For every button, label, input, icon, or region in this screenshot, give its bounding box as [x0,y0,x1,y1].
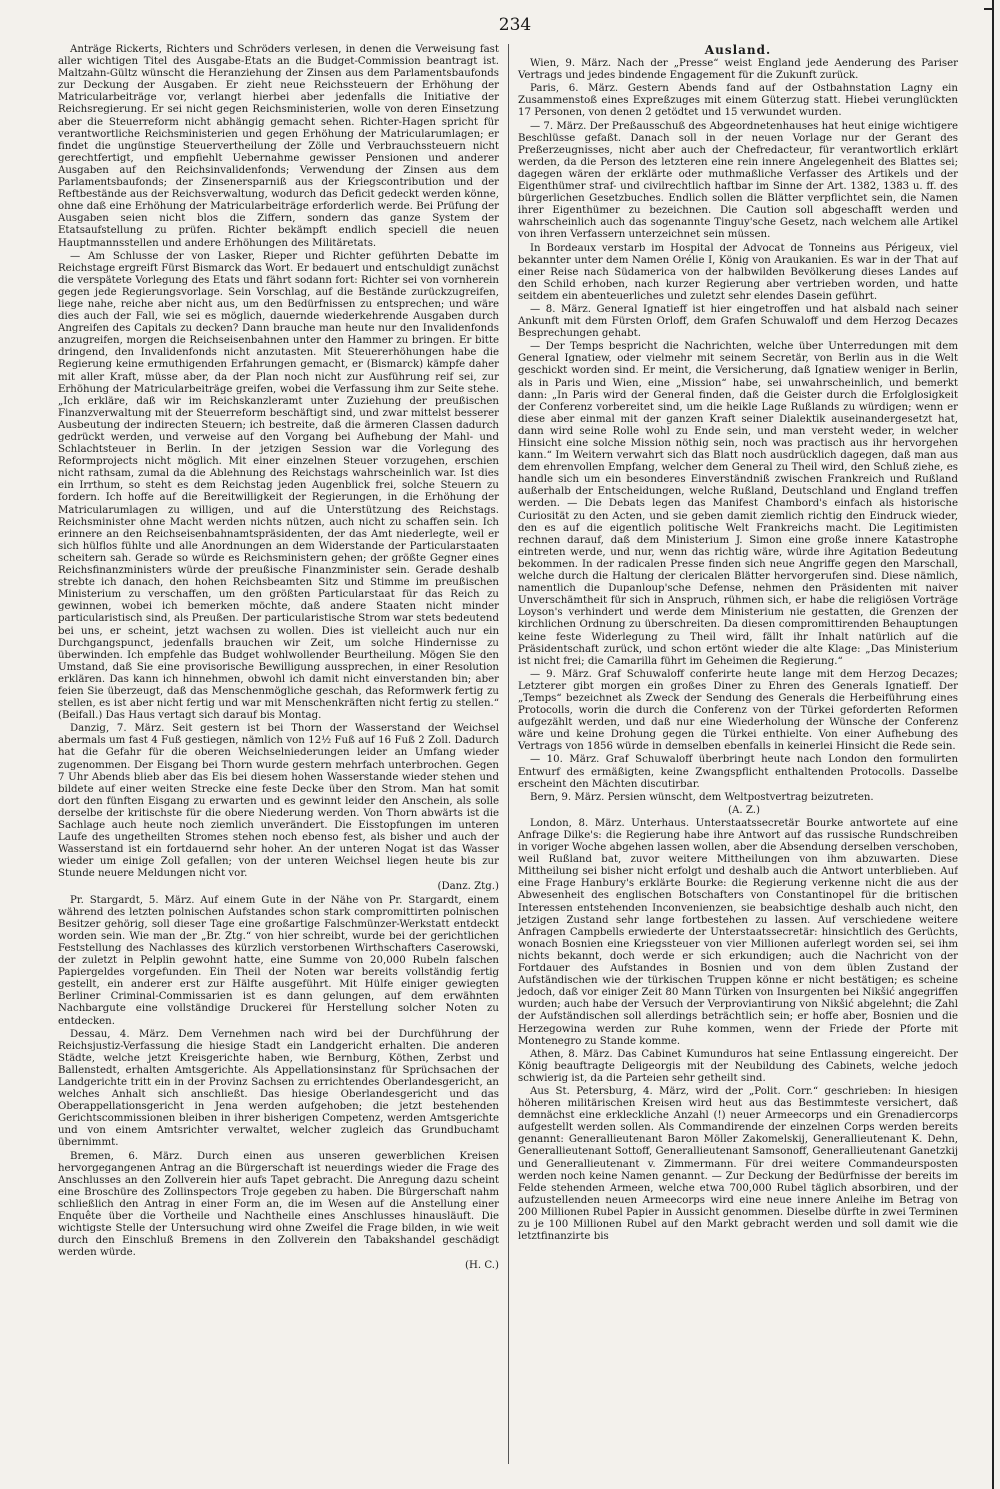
source-hc: (H. C.) [465,1260,499,1272]
right-column [508,44,958,1464]
article-paris-9: — 9. März. Graf Schuwaloff conferirte heute lange mit dem Herzog Decazes; Letzterer gibt morgen ein großes Diner zu Ehren des Generals Ignatieff. Der „Temps“ bezeichnet als Zweck der Sendung des Generals die Herbeiführung eines Protocolls, worin die durch die Conferenz von der Türkei geforderten Reformen aufgezählt werden, und daß nur eine Wiederholung der Wünsche der Conferenz wäre und keine Drohung gegen die Türkei enthielte. Von einer Aufhebung des Vertrags von 1856 würde in demselben ebenfalls in keinerlei Hinsicht die Rede sein. [518,668,958,753]
section-title-ausland: Ausland. [704,44,772,57]
article-bordeaux: In Bordeaux verstarb im Hospital der Advocat de Tonneins aus Périgeux, viel bekannter unter dem Namen Orélie I, König von Araukanien. Es war in der That auf einer Reise nach Südamerica von der halbwilden Bevölkerung dieses Landes auf den Schild erhoben, nach kurzer Regierung aber vertrieben worden, und hatte seitdem ein abenteuerliches und zuletzt sehr elendes Dasein geführt. [518,242,958,302]
left-column [58,44,508,1464]
article-paris-10: — 10. März. Graf Schuwaloff überbringt heute nach London den formulirten Entwurf des ermäßigten, keine Zwangspflicht enthaltenden Protocolls. Dasselbe erscheint den Mächten discutirbar. [518,754,958,790]
article-london: London, 8. März. Unterhaus. Unterstaatssecretär Bourke antwortete auf eine Anfrage Dilke's: die Regierung habe ihre Antwort auf das russische Rundschreiben in voriger Woche abgehen lassen wollen, aber die Absendung derselben verschoben, weil Rußland bat, zuvor weitere Mittheilungen von ihm abzuwarten. Diese Mittheilung sei bisher nicht erfolgt und deshalb auch die Antwort unterblieben. Auf eine Frage Hanbury's erklärte Bourke: die Regierung verkenne nicht die aus der Abwesenheit des englischen Botschafters von Constantinopel für die britischen Interessen entstehenden Inconvenienzen, sie beabsichtige deshalb auch nicht, den jetzigen Zustand sehr lange fortbestehen zu lassen. Auf verschiedene weitere Anfragen Campbells erwiederte der Unterstaatssecretär: hinsichtlich des Gerüchts, wonach Bosnien eine Kriegssteuer von vier Millionen auferlegt worden sei, sei ihm nichts bekannt, doch werde er sich erkundigen; auch die Nachricht von der Fortdauer des Aufstandes in Bosnien und von dem üblen Zustand der Aufständischen wie der türkischen Truppen könne er nicht bestätigen; es scheine jedoch, daß vor einiger Zeit 80 Mann Türken von Insurgenten bei Nikšić angegriffen wurden; auch habe der Versuch der Verproviantirung von Nikšić abgelehnt; die Zahl der Aufständischen soll allerdings beträchtlich sein; er hoffe aber, Bosnien und die Herzegowina werden zur Ruhe kommen, wenn der Friede der Pforte mit Montenegro zu Stande komme. [518,817,958,1047]
article-temps: — Der Temps bespricht die Nachrichten, welche über Unterredungen mit dem General Ignatiew, oder vielmehr mit seinem Secretär, von Berlin aus in die Welt geschickt worden sind. Er meint, die Versicherung, daß Ignatiew weniger in Berlin, als in Paris und Wien, eine „Mission“ habe, sei unwahrscheinlich, und bemerkt dann: „In Paris wird der General finden, daß die Geister durch die Erfolglosigkeit der Conferenz vorbereitet sind, um die heikle Lage Rußlands zu würdigen; wenn er diese aber einmal mit der ganzen Kraft seiner Dialektik auseinandergesetzt hat, dann wird seine Rolle wohl zu Ende sein, und man versteht weder, in welcher Hinsicht eine solche Mission nöthig sein, noch was practisch aus ihr hervorgehen kann.“ Im Weitern verwahrt sich das Blatt noch ausdrücklich dagegen, daß man aus dem ehrenvollen Empfang, welcher dem General zu Theil wird, den Schluß ziehe, es handle sich um ein besonderes Einverständniß zwischen Frankreich und Rußland außerhalb der Entscheidungen, welche Rußland, Deutschland und England treffen werden. — Die Debats legen das Manifest Chambord's einfach als historische Curiosität zu den Acten, und sie geben damit ziemlich richtig den Eindruck wieder, den es auf die eigentlich politische Welt Frankreichs macht. Die Legitimisten rechnen darauf, daß dem Ministerium J. Simon eine große innere Katastrophe eintreten werde, und nur, wenn das richtig wäre, würde ihre Agitation Bedeutung bekommen. In der radicalen Presse finden sich neue Angriffe gegen den Marschall, welche durch die Haltung der clericalen Blätter hervorgerufen sind. Diese nämlich, namentlich die Dupanloup'sche Defense, nehmen den Präsidenten mit naiver Unverschämtheit für sich in Anspruch, rühmen sich, er habe die religiösen Vorträge Loyson's verhindert und werde dem Ministerium nie gestatten, die Grenzen der kirchlichen Ordnung zu überschreiten. Da diesen compromittirenden Behauptungen keine feste Widerlegung zu Theil wird, fällt ihr Inhalt natürlich auf die Präsidentschaft zurück, und schon ertönt wieder die alte Klage: „Das Ministerium ist nicht frei; die Camarilla führt im Geheimen die Regierung.“ [518,341,958,667]
article-paris-7: — 7. März. Der Preßausschuß des Abgeordnetenhauses hat heut einige wichtigere Beschlüsse gefaßt. Danach soll in der neuen Vorlage nur der Gerant des Preßerzeugnisses, nicht aber auch der Chefredacteur, für verantwortlich erklärt werden, da die Person des letzteren eine rein innere Angelegenheit des Blattes sei; dagegen wären der erklärte oder muthmaßliche Verfasser des Artikels und der Eigenthümer straf- und civilrechtlich haftbar im Sinne der Art. 1382, 1383 u. ff. des bürgerlichen Gesetzbuches. Endlich sollen die Blätter verpflichtet sein, die Namen ihrer Eigenthümer zu bezeichnen. Die Caution soll abgeschafft werden und wahrscheinlich auch das sogenannte Tinguy'sche Gesetz, nach welchem alle Artikel von ihren Verfassern unterzeichnet sein müssen. [518,120,958,241]
text-columns [58,44,972,1464]
source-az: (A. Z.) [728,804,760,816]
article-paris-6: Paris, 6. März. Gestern Abends fand auf der Ostbahnstation Lagny ein Zusammenstoß eines Expreßzuges mit einem Güterzug statt. Hiebei verunglückten 17 Personen, von denen 2 getödtet und 15 verwundet wurden. [518,83,958,119]
article-bern: Bern, 9. März. Persien wünscht, dem Weltpostvertrag beizutreten. [530,791,874,803]
article-wien: Wien, 9. März. Nach der „Presse“ weist England jede Aenderung des Pariser Vertrags und jedes bindende Engagement für die Zukunft zurück. [518,58,958,82]
article-athen: Athen, 8. März. Das Cabinet Kumunduros hat seine Entlassung eingereicht. Der König beauftragte Deligeorgis mit der Neubildung des Cabinets, welche jedoch schwierig ist, da die Parteien sehr getheilt sind. [518,1048,958,1084]
page-number: 234 [498,15,532,35]
article-reichstag-motions: Anträge Rickerts, Richters und Schröders verlesen, in denen die Verweisung fast aller wichtigen Titel des Ausgabe-Etats an die Budget-Commission beantragt ist. Maltzahn-Gültz wünscht die Heranziehung der Zinsen aus dem Parlamentsbaufonds zur Deckung der Ausgaben. Er zieht neue Reichssteuern der Erhöhung der Matricularbeiträge vor, verlangt hierbei aber jedenfalls die Initiative der Reichsregierung. Er sei nicht gegen Reichsministerien, wolle von deren Einsetzung aber die Steuerreform nicht abhängig gemacht sehen. Richter-Hagen spricht für verantwortliche Reichsministerien und gegen Erhöhung der Matricularumlagen; er findet die ungünstige Steuervertheilung der Zölle und Verbrauchssteuern nicht gerechtfertigt, und empfiehlt Uebernahme gewisser Pensionen und anderer Ausgaben auf den Reichsinvalidenfonds; Verwendung der Zinsen aus dem Parlamentsbaufonds; der Zinsenersparniß aus der Kriegscontribution und der Reftbestände aus der Reichsverwaltung, wodurch das Deficit gedeckt werden könne, ohne daß eine Erhöhung der Matricularbeiträge erforderlich werde. Bei Prüfung der Ausgaben seien nicht blos die Ziffern, sondern das ganze System der Etatsaufstellung zu prüfen. Richter bekämpft endlich speciell die neuen Hauptmannsstellen und andere Erhöhungen des Militäretats. [58,44,499,249]
source-danz-ztg: (Danz. Ztg.) [437,881,499,893]
article-dessau: Dessau, 4. März. Dem Vernehmen nach wird bei der Durchführung der Reichsjustiz-Verfassung die hiesige Stadt ein Landgericht erhalten. Die anderen Städte, welche jetzt Kreisgerichte haben, wie Bernburg, Köthen, Zerbst und Ballenstedt, erhalten Amtsgerichte. Als Appellationsinstanz für Sprüchsachen der Landgerichte tritt ein in der Provinz Sachsen zu errichtendes Oberlandesgericht, an welches Anhalt sich anschließt. Das hiesige Oberlandesgericht und das Oberappellationsgericht in Jena werden aufgehoben; die jetzt bestehenden Gerichtscommissionen bleiben in ihrer bisherigen Competenz, werden Amtsgerichte und von einem Amtsrichter verwaltet, welcher zugleich das Grundbuchamt übernimmt. [58,1028,499,1149]
page-edge-rule [992,0,994,1489]
article-bismarck-speech: — Am Schlusse der von Lasker, Rieper und Richter geführten Debatte im Reichstage ergreift Fürst Bismarck das Wort. Er bedauert und entschuldigt zunächst die verspätete Vorlegung des Etats und fährt sodann fort: Richter sei von vornherein gegen jede Regierungsvorlage. Sein Vorschlag, auf die Bestände zurückzugreifen, liege nahe, reiche aber nicht aus, um den Bedürfnissen zu entsprechen; und wäre dies auch der Fall, wie sei es möglich, dauernde wiederkehrende Ausgaben durch Angreifen des Capitals zu decken? Dann brauche man heute nur den Invalidenfonds anzugreifen, morgen die Reichseisenbahnen unter den Hammer zu bringen. Er bitte dringend, den Invalidenfonds nicht anzutasten. Mit Steuererhöhungen habe die Regierung keine ermuthigenden Erfahrungen gemacht, er (Bismarck) kämpfe daher mit aller Kraft, müsse aber, da der Plan noch nicht zur Ausführung reif sei, zur Erhöhung der Matricularbeiträge greifen, wobei die Verfassung ihm zur Seite stehe. „Ich erkläre, daß wir im Reichskanzleramt unter Zuziehung der preußischen Finanzverwaltung mit der Steuerreform beschäftigt sind, und zwar mittelst besserer Ausbeutung der indirecten Steuern; ich bestreite, daß die ärmeren Classen dadurch gedrückt werden, und verweise auf den Vorgang bei Aufhebung der Mahl- und Schlachtsteuer in Berlin. In der jetzigen Session war die Vorlegung des Reformprojects nicht möglich. Mit einer einzelnen Steuer vorzugehen, erschien nicht rathsam, zumal da die Ablehnung des Reichstags wahrscheinlich war. Ist dies ein Irrthum, so steht es dem Reichstag jeden Augenblick frei, solche Steuern zu fordern. Ich hoffe auf die Bereitwilligkeit der Regierungen, in die Erhöhung der Matricularumlagen zu willigen, und auf die Unterstützung des Reichstags. Reichsminister ohne Macht werden nichts nützen, auch nicht zu schaffen sein. Ich erinnere an den Reichseisenbahnamtspräsidenten, der das Amt niederlegte, weil er sich hülflos fühlte und alle Anordnungen an dem Widerstande der Particularstaaten scheitern sah. Gerade so würde es Reichsministern gehen; der größte Gegner eines Reichsfinanzministers würde der preußische Finanzminister sein. Gerade deshalb strebte ich danach, den hohen Reichsbeamten Sitz und Stimme im preußischen Ministerium zu verschaffen, um den größten Particularstaat für das Reich zu gewinnen, wobei ich bemerken möchte, daß andere Staaten nicht minder particularistisch sind, als Preußen. Der particularistische Strom war stets bedeutend bei uns, er scheint, jetzt wachsen zu wollen. Dies ist vielleicht auch nur ein Durchgangspunct, jedenfalls brauchen wir Zeit, um solche Hindernisse zu überwinden. Ich empfehle das Budget wohlwollender Beurtheilung. Mögen Sie den Umstand, daß Sie eine provisorische Bewilligung aussprechen, in einer Resolution erklären. Das kann ich hinnehmen, obwohl ich damit nicht einverstanden bin; aber feien Sie überzeugt, daß das Menschenmögliche geschah, das Reformwerk fertig zu stellen, es ist aber nicht fertig und war mit Menschenkräften nicht fertig zu stellen.“ (Beifall.) Das Haus vertagt sich darauf bis Montag. [58,250,499,722]
article-danzig: Danzig, 7. März. Seit gestern ist bei Thorn der Wasserstand der Weichsel abermals um fast 4 Fuß gestiegen, nämlich von 12½ Fuß auf 16 Fuß 2 Zoll. Dadurch hat die Gefahr für die oberen Weichselniederungen leider an Umfang wieder zugenommen. Der Eisgang bei Thorn wurde gestern mehrfach unterbrochen. Gegen 7 Uhr Abends blieb aber das Eis bei diesem hohen Wasserstande wieder stehen und bildete auf einer weiten Strecke eine feste Decke über den Strom. Man hat somit dort den fünften Eisgang zu erwarten und es gewinnt leider den Anschein, als solle derselbe der kritischste für die obere Niederung werden. Von Thorn abwärts ist die Sachlage auch heute noch ziemlich unverändert. Die Eisstopfungen im unteren Laufe des ungetheilten Stromes stehen noch ebenso fest, als bisher und auch der Wasserstand ist ein fortdauernd sehr hoher. An der unteren Nogat ist das Wasser wieder um einige Zoll gefallen; von der unteren Weichsel liegen heute bis zur Stunde neuere Meldungen nicht vor. [58,723,499,880]
article-stargardt: Pr. Stargardt, 5. März. Auf einem Gute in der Nähe von Pr. Stargardt, einem während des letzten polnischen Aufstandes schon stark compromittirten polnischen Besitzer gehörig, soll dieser Tage eine großartige Falschmünzer-Werkstatt entdeckt worden sein. Wie man der „Br. Ztg.“ von hier schreibt, wurde bei der gerichtlichen Feststellung des Nachlasses des kürzlich verstorbenen Wirthschafters Caserowski, der zuletzt in Pelplin gewohnt hatte, eine Summe von 20,000 Rubeln falschen Papiergeldes vorgefunden. Ein Theil der Noten war bereits vollständig fertig gestellt, ein anderer erst zur Hälfte ausgeführt. Mit Hülfe einiger gewiegten Berliner Criminal-Commissarien ist es dann gelungen, auf dem erwähnten Nachbargute eine vollständige Druckerei für Herstellung solcher Noten zu entdecken. [58,894,499,1027]
page-edge-tick [984,8,994,10]
article-paris-8: — 8. März. General Ignatieff ist hier eingetroffen und hat alsbald nach seiner Ankunft mit dem Fürsten Orloff, dem Grafen Schuwaloff und dem Herzog Decazes Besprechungen gehabt. [518,303,958,340]
article-bremen: Bremen, 6. März. Durch einen aus unseren gewerblichen Kreisen hervorgegangenen Antrag an die Bürgerschaft ist neuerdings wieder die Frage des Anschlusses an den Zollverein hier aufs Tapet gebracht. Die Anregung dazu scheint eine Broschüre des Zollinspectors Troje gegeben zu haben. Die Bürgerschaft nahm schließlich den Antrag in einer Form an, die im Wesen auf die Anstellung einer Enquête über die Vortheile und Nachtheile eines Anschlusses hinausläuft. Die wichtigste Stelle der Untersuchung wird ohne Zweifel die Frage bilden, in wie weit durch den Einschluß Bremens in den Zollverein den Tabakshandel geschädigt werden würde. [58,1150,499,1259]
article-petersburg: Aus St. Petersburg, 4. März, wird der „Polit. Corr.“ geschrieben: In hiesigen höheren militärischen Kreisen wird heut aus das Bestimmteste versichert, daß demnächst eine erkleckliche Anzahl (!) neuer Armeecorps und ein Grenadiercorps aufgestellt werden sollen. Als Commandirende der einzelnen Corps werden bereits genannt: Generallieutenant Baron Möller Zakomelskij, Generallieutenant K. Dehn, Generallieutenant Sottoff, Generallieutenant Samsonoff, Generallieutenant Ganetzkij und Generallieutenant v. Zimmermann. Für drei weitere Commandeursposten werden noch keine Namen genannt. — Zur Deckung der Bedürfnisse der bereits im Felde stehenden Armeen, welche etwa 700,000 Rubel täglich absorbiren, und der aufzustellenden neuen Armeecorps wird eine neue innere Anleihe im Betrag von 200 Millionen Rubel Papier in Aussicht genommen. Dieselbe dürfte in zwei Terminen zu je 100 Millionen Rubel auf den Markt gebracht werden und soll damit wie die letztfinanzirte bis [518,1085,958,1243]
